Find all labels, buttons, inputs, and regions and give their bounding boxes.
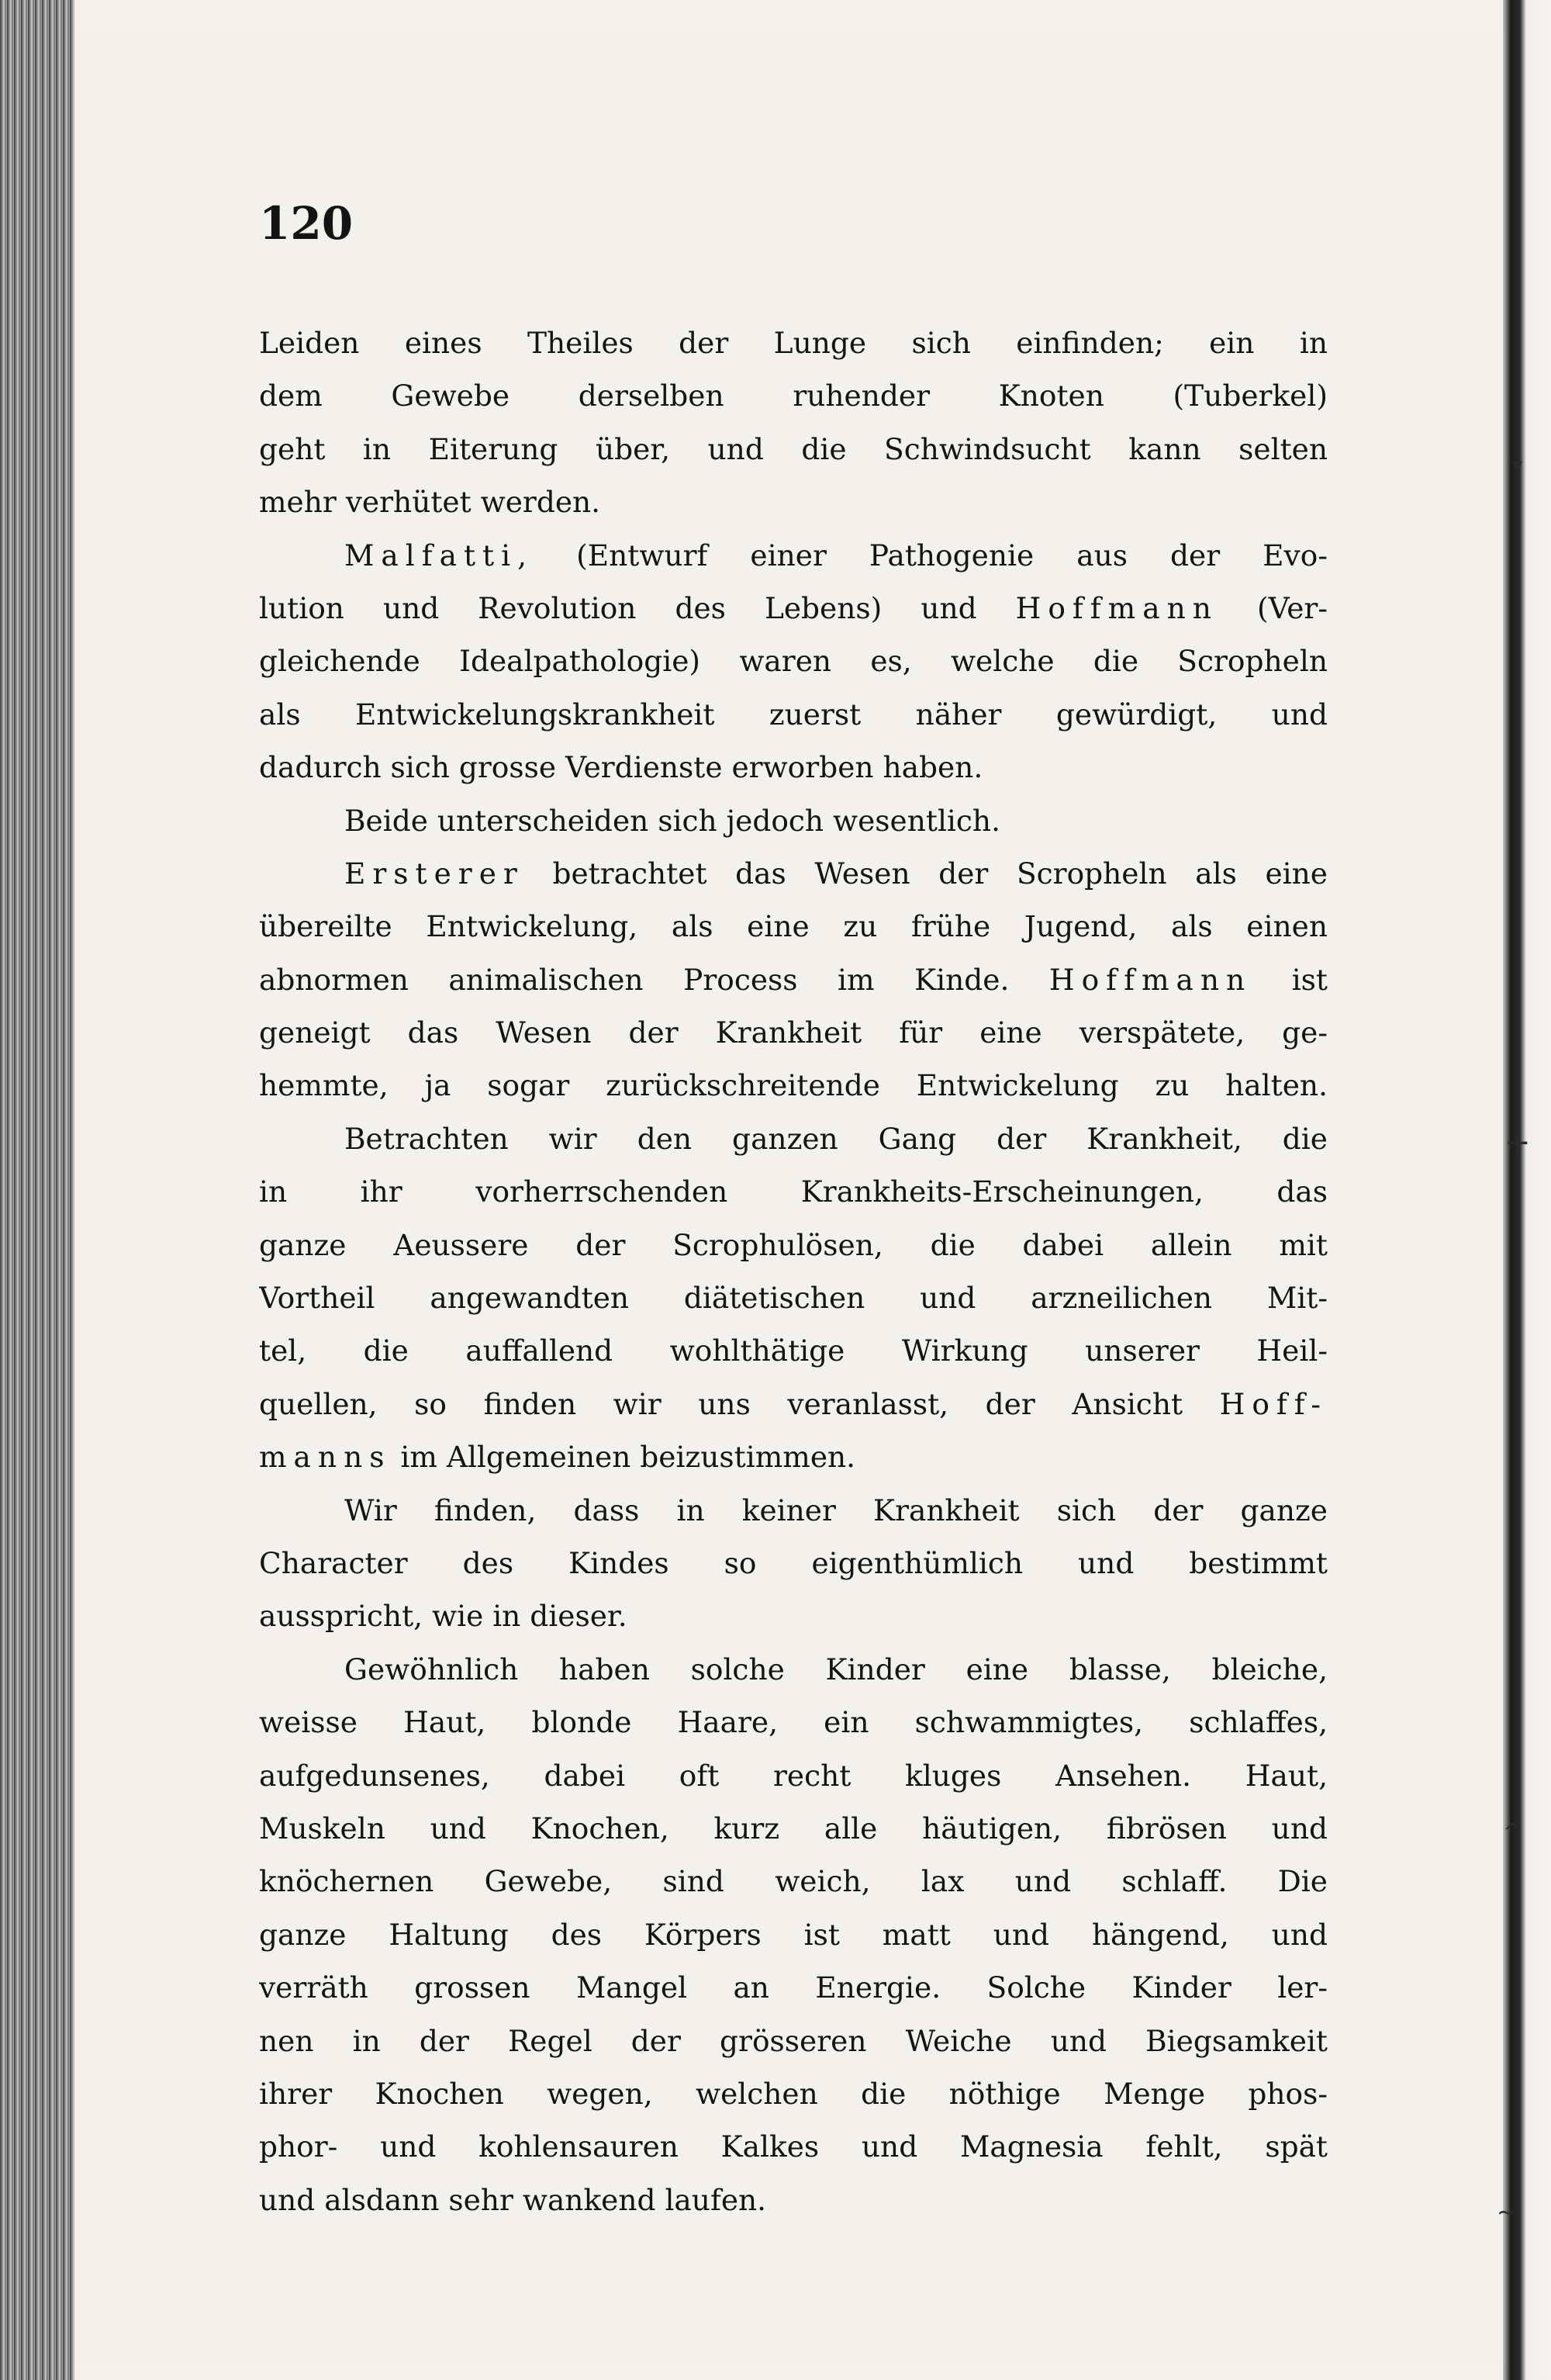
- text-span: quellen, so finden wir uns veranlasst, der Ansicht: [259, 1386, 1220, 1421]
- text-span: als Entwickelungskrankheit zuerst näher gewürdigt, und: [259, 697, 1328, 732]
- page-text: [259, 197, 1328, 2226]
- text-line: [259, 1590, 1328, 1642]
- text-line: [259, 2067, 1328, 2120]
- text-span: abnormen animalischen Process im Kinde.: [259, 962, 1049, 997]
- text-line: [259, 635, 1328, 687]
- text-line: [259, 1324, 1328, 1377]
- text-line: [259, 2120, 1328, 2173]
- text-line: [259, 1484, 1328, 1537]
- text-span: ganze Aeussere der Scrophulösen, die dabei allein mit: [259, 1227, 1328, 1262]
- text-line: [259, 1059, 1328, 1112]
- text-span: weisse Haut, blonde Haare, ein schwammigtes, schlaffes,: [259, 1705, 1328, 1740]
- text-span: ausspricht, wie in dieser.: [259, 1599, 627, 1634]
- text-line: [259, 688, 1328, 741]
- text-line: [259, 1219, 1328, 1271]
- text-line: [259, 1271, 1328, 1324]
- text-span: knöchernen Gewebe, sind weich, lax und schlaff. Die: [259, 1864, 1328, 1899]
- text-line: [259, 1749, 1328, 1802]
- text-line: [259, 1006, 1328, 1059]
- text-span: ist: [1252, 962, 1328, 997]
- text-line: [259, 847, 1328, 900]
- text-span: (Entwurf einer Pathogenie aus der Evo-: [534, 538, 1328, 573]
- spaced-name: Hoff-: [1219, 1386, 1328, 1421]
- text-line: [259, 1696, 1328, 1749]
- margin-mark: +: [1504, 1125, 1531, 1161]
- page-edges: [0, 0, 74, 2380]
- spaced-name: Malfatti,: [344, 538, 534, 573]
- text-line: [259, 741, 1328, 794]
- text-span: betrachtet das Wesen der Scropheln als eine: [523, 856, 1328, 891]
- text-span: tel, die auffallend wohlthätige Wirkung unserer Heil-: [259, 1334, 1328, 1368]
- text-line: [259, 529, 1328, 582]
- text-line: [259, 794, 1328, 847]
- text-line: [259, 1378, 1328, 1430]
- text-line: [259, 1165, 1328, 1218]
- text-line: [259, 1430, 1328, 1483]
- text-line: [259, 900, 1328, 953]
- text-line: [259, 1537, 1328, 1590]
- text-line: [259, 1908, 1328, 1961]
- text-line: [259, 1112, 1328, 1165]
- text-span: in ihr vorherrschenden Krankheits-Erscheinungen, das: [259, 1174, 1328, 1209]
- text-span: und alsdann sehr wankend laufen.: [259, 2182, 767, 2217]
- text-line: [259, 953, 1328, 1006]
- spaced-name: Hoffmann: [1048, 962, 1252, 997]
- text-span: übereilte Entwickelung, als eine zu frühe Jugend, als einen: [259, 909, 1328, 944]
- text-span: Character des Kindes so eigenthümlich und bestimmt: [259, 1545, 1328, 1580]
- text-span: mehr verhütet werden.: [259, 485, 601, 520]
- text-span: ganze Haltung des Körpers ist matt und hängend, und: [259, 1917, 1328, 1952]
- margin-mark: ~: [1497, 2199, 1517, 2226]
- text-span: Vortheil angewandten diätetischen und arzneilichen Mit-: [259, 1281, 1328, 1316]
- text-span: lution und Revolution des Lebens) und: [259, 590, 1016, 625]
- spaced-name: Hoffmann: [1015, 590, 1218, 625]
- text-span: geht in Eiterung über, und die Schwindsucht kann selten: [259, 431, 1328, 466]
- text-line: [259, 2174, 1328, 2226]
- text-line: [259, 423, 1328, 476]
- text-span: Wir finden, dass in keiner Krankheit sich der ganze: [344, 1493, 1328, 1527]
- text-line: [259, 317, 1328, 369]
- text-span: Gewöhnlich haben solche Kinder eine blasse, bleiche,: [344, 1652, 1328, 1686]
- text-span: Beide unterscheiden sich jedoch wesentlich.: [344, 803, 1001, 838]
- text-span: Muskeln und Knochen, kurz alle häutigen, fibrösen und: [259, 1811, 1328, 1846]
- text-span: im Allgemeinen beizustimmen.: [391, 1440, 856, 1475]
- text-span: phor- und kohlensauren Kalkes und Magnesia fehlt, spät: [259, 2129, 1328, 2164]
- text-line: [259, 1961, 1328, 2014]
- text-line: [259, 582, 1328, 635]
- text-span: aufgedunsenes, dabei oft recht kluges Ansehen. Haut,: [259, 1758, 1328, 1793]
- page-number: 120: [259, 197, 354, 250]
- text-line: [259, 369, 1328, 422]
- text-line: [259, 1855, 1328, 1908]
- spaced-name: Ersterer: [344, 856, 524, 891]
- text-span: dem Gewebe derselben ruhender Knoten (Tuberkel): [259, 379, 1328, 413]
- text-span: hemmte, ja sogar zurückschreitende Entwickelung zu halten.: [259, 1068, 1328, 1103]
- binding-gutter: [1503, 0, 1551, 2380]
- text-span: geneigt das Wesen der Krankheit für eine verspätete, ge-: [259, 1015, 1328, 1050]
- text-line: [259, 476, 1328, 528]
- spaced-name: manns: [259, 1440, 392, 1475]
- text-span: Betrachten wir den ganzen Gang der Krankheit, die: [344, 1121, 1328, 1156]
- text-line: [259, 2015, 1328, 2067]
- margin-mark: ▾: [1512, 454, 1523, 477]
- text-line: [259, 1643, 1328, 1696]
- text-span: verräth grossen Mangel an Energie. Solche Kinder ler-: [259, 1970, 1328, 2005]
- text-span: ihrer Knochen wegen, welchen die nöthige Menge phos-: [259, 2076, 1328, 2111]
- margin-mark: ^: [1503, 1819, 1523, 1846]
- text-span: dadurch sich grosse Verdienste erworben haben.: [259, 750, 983, 785]
- text-span: (Ver-: [1218, 590, 1328, 625]
- text-span: gleichende Idealpathologie) waren es, welche die Scropheln: [259, 644, 1328, 679]
- text-span: nen in der Regel der grösseren Weiche und Biegsamkeit: [259, 2023, 1328, 2058]
- text-line: [259, 1802, 1328, 1855]
- text-span: Leiden eines Theiles der Lunge sich einfinden; ein in: [259, 326, 1328, 360]
